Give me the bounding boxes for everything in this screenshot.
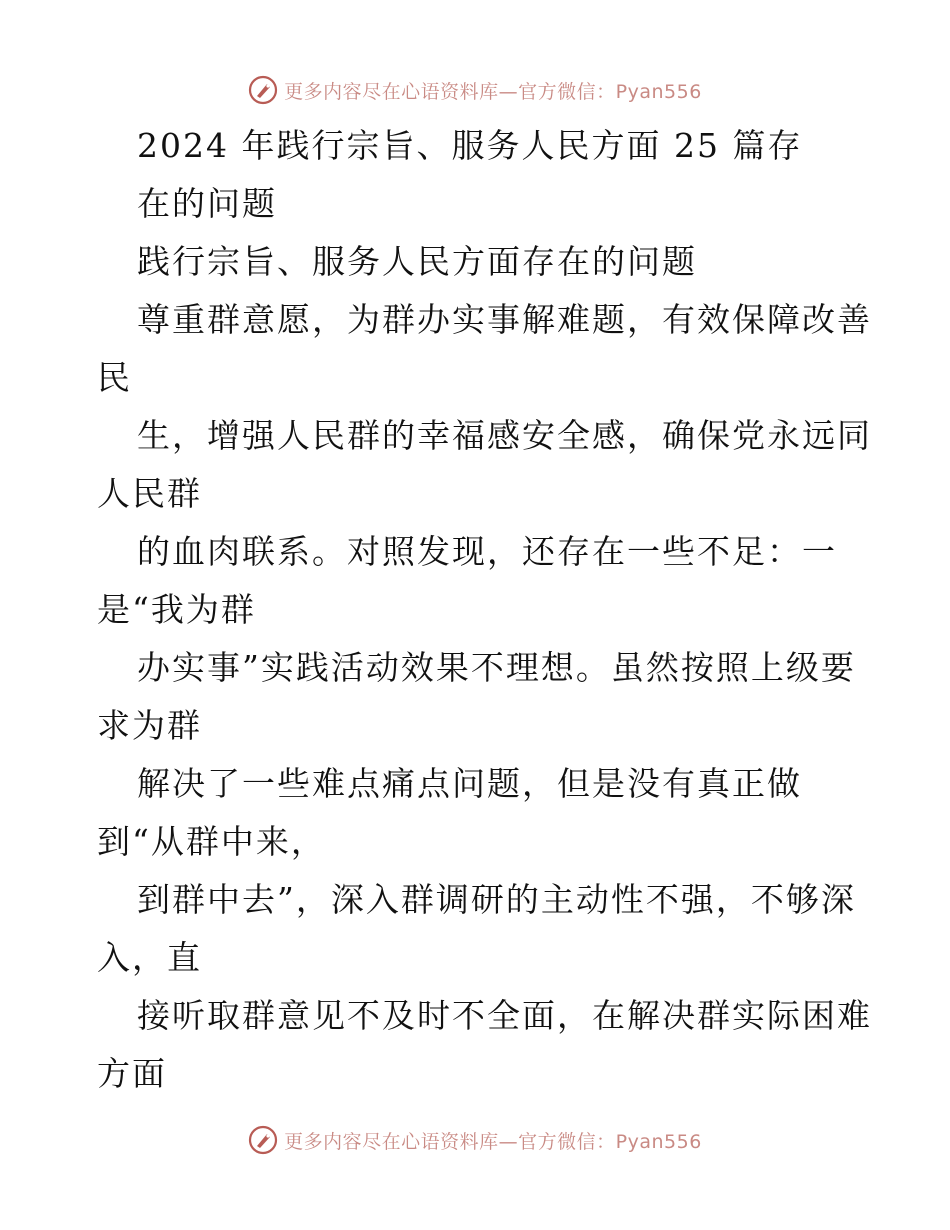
- doc-line: 尊重群意愿，为群办实事解难题，有效保障改善: [137, 300, 872, 339]
- doc-line: 办实事”实践活动效果不理想。虽然按照上级要: [137, 648, 856, 687]
- doc-line: 的血肉联系。对照发现，还存在一些不足：一: [137, 532, 837, 571]
- doc-line: 践行宗旨、服务人民方面存在的问题: [137, 242, 697, 281]
- doc-line: 求为群: [97, 706, 202, 745]
- doc-line: 入，直: [97, 938, 202, 977]
- doc-line: 接听取群意见不及时不全面，在解决群实际困难: [137, 996, 872, 1035]
- footer-watermark: [0, 1120, 950, 1160]
- pen-nib-logo-icon: [248, 1125, 278, 1155]
- doc-line: 人民群: [97, 474, 202, 513]
- doc-line: 生，增强人民群的幸福感安全感，确保党永远同: [137, 416, 872, 455]
- doc-line: 方面: [97, 1054, 167, 1093]
- watermark-text: 更多内容尽在心语资料库—官方微信：Pyan556: [284, 1130, 702, 1153]
- doc-line: 2024 年践行宗旨、服务人民方面 25 篇存: [137, 126, 803, 165]
- watermark-text: 更多内容尽在心语资料库—官方微信：Pyan556: [284, 80, 702, 103]
- doc-line: 在的问题: [137, 184, 277, 223]
- doc-line: 到“从群中来，: [97, 822, 326, 861]
- doc-line: 到群中去”，深入群调研的主动性不强，不够深: [137, 880, 856, 919]
- doc-line: 是“我为群: [97, 590, 256, 629]
- doc-line: 解决了一些难点痛点问题，但是没有真正做: [137, 764, 802, 803]
- doc-line: 民: [97, 358, 132, 397]
